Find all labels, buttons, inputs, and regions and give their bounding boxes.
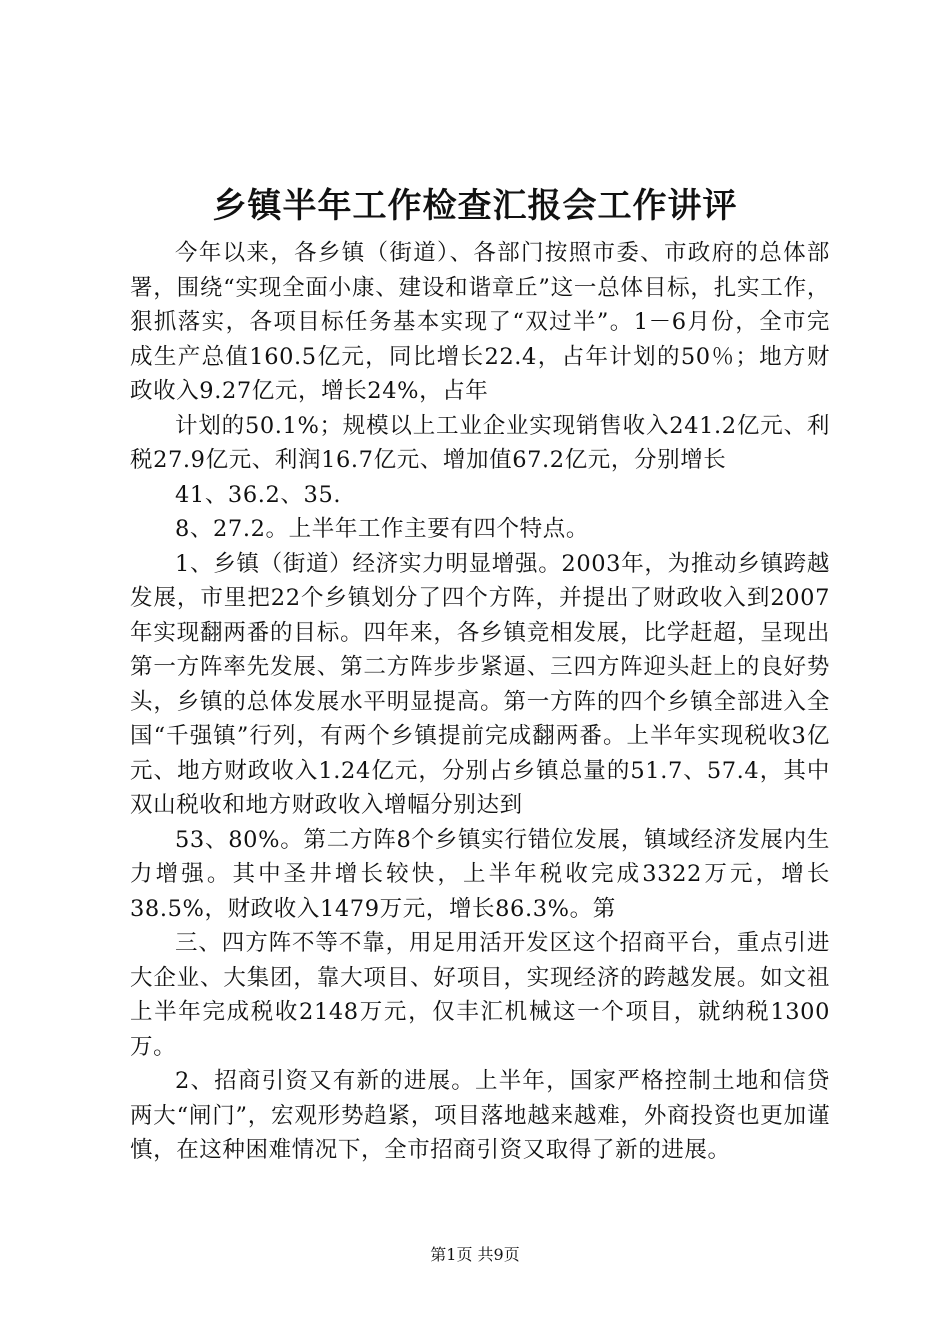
- paragraph: 计划的50.1%；规模以上工业企业实现销售收入241.2亿元、利税27.9亿元、利润16.7亿元、增加值67.2亿元，分别增长: [130, 412, 830, 473]
- paragraph: 8、27.2。上半年工作主要有四个特点。: [175, 516, 589, 542]
- paragraph: 今年以来，各乡镇（街道）、各部门按照市委、市政府的总体部署，围绕“实现全面小康、建设和谐章丘”这一总体目标，扎实工作，狠抓落实，各项目标任务基本实现了“双过半”。1－6月份，全市完成生产总值160.5亿元，同比增长22.4，占年计划的50％；地方财政收入9.27亿元，增长24%，占年: [130, 240, 830, 404]
- paragraph: 53、80%。第二方阵8个乡镇实行错位发展，镇域经济发展内生力增强。其中圣井增长较快，上半年税收完成3322万元，增长38.5%，财政收入1479万元，增长86.3%。第: [130, 826, 830, 922]
- document-body: [130, 236, 830, 1168]
- paragraph: 三、四方阵不等不靠，用足用活开发区这个招商平台，重点引进大企业、大集团，靠大项目、好项目，实现经济的跨越发展。如文祖上半年完成税收2148万元，仅丰汇机械这一个项目，就纳税1300万。: [130, 930, 830, 1060]
- paragraph: 1、乡镇（街道）经济实力明显增强。2003年，为推动乡镇跨越发展，市里把22个乡镇划分了四个方阵，并提出了财政收入到2007年实现翻两番的目标。四年来，各乡镇竞相发展，比学赶超，呈现出第一方阵率先发展、第二方阵步步紧逼、三四方阵迎头赶上的良好势头，乡镇的总体发展水平明显提高。第一方阵的四个乡镇全部进入全国“千强镇”行列，有两个乡镇提前完成翻两番。上半年实现税收3亿元、地方财政收入1.24亿元，分别占乡镇总量的51.7、57.4，其中双山税收和地方财政收入增幅分别达到: [130, 550, 830, 818]
- paragraph: 2、招商引资又有新的进展。上半年，国家严格控制土地和信贷两大“闸门”，宏观形势趋紧，项目落地越来越难，外商投资也更加谨慎，在这种困难情况下，全市招商引资又取得了新的进展。: [130, 1068, 830, 1163]
- page-footer: 第1页 共9页: [430, 1245, 520, 1264]
- document-title: 乡镇半年工作检查汇报会工作讲评: [212, 186, 738, 226]
- paragraph: 41、36.2、35.: [175, 481, 342, 508]
